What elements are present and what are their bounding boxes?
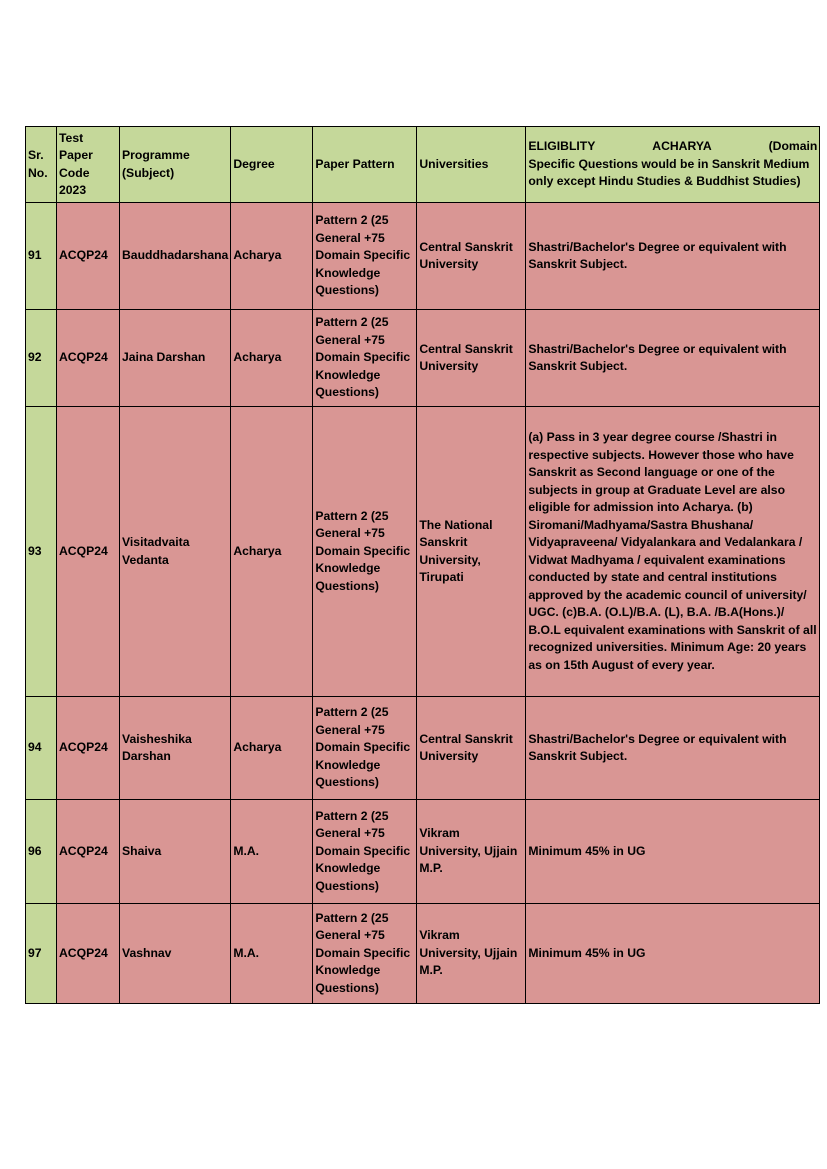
cell-degree: Acharya [231,697,313,800]
cell-test-paper-code: ACQP24 [57,800,120,904]
table-row [26,697,820,800]
cell-programme: Bauddhadarshana [120,203,231,310]
table-row [26,310,820,407]
cell-eligibility: Shastri/Bachelor's Degree or equivalent with Sanskrit Subject. [526,203,820,310]
header-eligibility-note: Specific Questions would be in Sanskrit Medium only except Hindu Studies & Buddhist Studies) [528,156,810,189]
cell-paper-pattern: Pattern 2 (25 General +75 Domain Specific Knowledge Questions) [313,800,417,904]
header-paper-pattern: Paper Pattern [313,127,417,203]
cell-test-paper-code: ACQP24 [57,407,120,697]
cell-sr-no: 91 [26,203,57,310]
cell-eligibility: Minimum 45% in UG [526,800,820,904]
cell-paper-pattern: Pattern 2 (25 General +75 Domain Specific Knowledge Questions) [313,697,417,800]
header-universities: Universities [417,127,526,203]
cell-university: Central Sanskrit University [417,310,526,407]
cell-paper-pattern: Pattern 2 (25 General +75 Domain Specific Knowledge Questions) [313,407,417,697]
cell-programme: Shaiva [120,800,231,904]
table-row [26,203,820,310]
cell-university: Central Sanskrit University [417,203,526,310]
header-programme: Programme (Subject) [120,127,231,203]
cell-eligibility: (a) Pass in 3 year degree course /Shastri in respective subjects. However those who have Sanskrit as Second language or one of the subjects in group at Graduate Level are also eligible for admission into Acharya. (b) Siromani/Madhyama/Sastra Bhushana/ Vidyapraveena/ Vidyalankara and Vedalankara / Vidwat Madhyama / equivalent examinations conducted by state and central institutions approved by the academic council of university/ UGC. (c)B.A. (O.L)/B.A. (L), B.A. /B.A(Hons.)/ B.O.L equivalent examinations with Sanskrit of all recognized universities. Minimum Age: 20 years as on 15th August of every year. [526,407,820,697]
header-test-paper-code: Test Paper Code 2023 [57,127,120,203]
cell-university: Central Sanskrit University [417,697,526,800]
header-eligibility-word: ELIGIBLITY [528,139,596,154]
cell-sr-no: 94 [26,697,57,800]
cell-test-paper-code: ACQP24 [57,203,120,310]
cell-university: The National Sanskrit University, Tirupati [417,407,526,697]
header-sr-no: Sr. No. [26,127,57,203]
cell-paper-pattern: Pattern 2 (25 General +75 Domain Specific Knowledge Questions) [313,904,417,1004]
cell-eligibility: Shastri/Bachelor's Degree or equivalent with Sanskrit Subject. [526,310,820,407]
cell-programme: Visitadvaita Vedanta [120,407,231,697]
cell-university: Vikram University, Ujjain M.P. [417,904,526,1004]
header-eligibility-domain: (Domain [768,139,818,154]
cell-sr-no: 92 [26,310,57,407]
header-degree: Degree [231,127,313,203]
cell-sr-no: 96 [26,800,57,904]
cell-paper-pattern: Pattern 2 (25 General +75 Domain Specific Knowledge Questions) [313,203,417,310]
cell-test-paper-code: ACQP24 [57,697,120,800]
header-eligibility-acharya: ACHARYA [652,139,712,154]
table-row [26,407,820,697]
cell-degree: Acharya [231,310,313,407]
cell-degree: M.A. [231,800,313,904]
table-row [26,904,820,1004]
cell-paper-pattern: Pattern 2 (25 General +75 Domain Specific Knowledge Questions) [313,310,417,407]
cell-sr-no: 93 [26,407,57,697]
cell-programme: Jaina Darshan [120,310,231,407]
cell-programme: Vashnav [120,904,231,1004]
cell-eligibility: Shastri/Bachelor's Degree or equivalent with Sanskrit Subject. [526,697,820,800]
cell-test-paper-code: ACQP24 [57,310,120,407]
cell-degree: M.A. [231,904,313,1004]
cell-eligibility: Minimum 45% in UG [526,904,820,1004]
cell-degree: Acharya [231,407,313,697]
header-eligibility [526,127,820,203]
cell-university: Vikram University, Ujjain M.P. [417,800,526,904]
cell-test-paper-code: ACQP24 [57,904,120,1004]
header-row [26,127,820,203]
cell-degree: Acharya [231,203,313,310]
cell-programme: Vaisheshika Darshan [120,697,231,800]
eligibility-table [25,126,820,1004]
cell-sr-no: 97 [26,904,57,1004]
table-row [26,800,820,904]
